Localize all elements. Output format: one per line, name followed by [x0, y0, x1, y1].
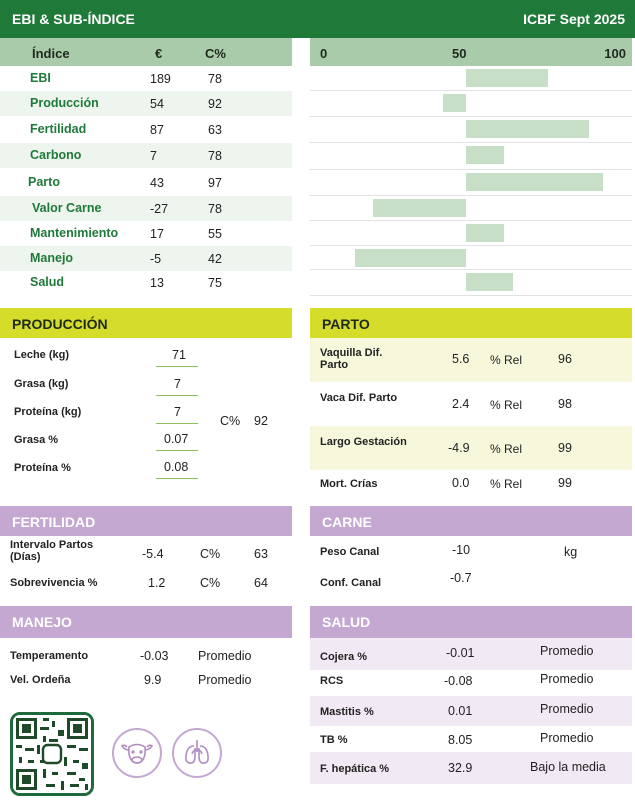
prod-label: Leche (kg): [14, 349, 70, 361]
parto-unit: % Rel: [490, 442, 523, 456]
prod-value: 71: [172, 348, 186, 362]
row-name: Manejo: [30, 251, 74, 265]
row-name: Carbono: [30, 148, 82, 162]
table-row: [0, 270, 292, 295]
row-euro: 13: [150, 276, 164, 290]
parto-value: 2.4: [452, 397, 470, 411]
ebi-table-header: [0, 38, 292, 66]
chart-gridline: [310, 90, 632, 91]
row-name: Valor Carne: [32, 201, 102, 215]
parto-unit: % Rel: [490, 398, 523, 412]
table-row: [0, 66, 292, 91]
manejo-value: 9.9: [144, 673, 162, 687]
salud-value: 32.9: [448, 761, 473, 775]
prod-value: 0.07: [164, 432, 189, 446]
salud-label: F. hepática %: [320, 763, 390, 775]
carne-label: Conf. Canal: [320, 577, 382, 589]
page-title: EBI & SUB-ÍNDICE: [12, 11, 135, 27]
row-cpct: 42: [208, 252, 222, 266]
parto-rel: 98: [558, 397, 572, 411]
chart-gridline: [310, 245, 632, 246]
fert-c: 64: [254, 576, 268, 590]
parto-value: 0.0: [452, 476, 470, 490]
table-row: [0, 143, 292, 168]
salud-value: -0.08: [444, 674, 473, 688]
row-euro: 189: [150, 72, 171, 86]
salud-note: Promedio: [540, 644, 594, 658]
salud-note: Bajo la media: [530, 760, 606, 774]
parto-value: -4.9: [448, 441, 470, 455]
fert-unit: C%: [200, 547, 221, 561]
divider: [156, 450, 198, 451]
prod-c-label: C%: [220, 414, 241, 428]
salud-section: [310, 606, 632, 802]
row-name: Mantenimiento: [30, 226, 119, 240]
parto-unit: % Rel: [490, 477, 523, 491]
carne-section: [310, 506, 632, 600]
row-euro: -27: [150, 202, 169, 216]
tick-label: 0: [320, 46, 328, 61]
salud-note: Promedio: [540, 672, 594, 686]
prod-label: Grasa %: [14, 434, 59, 446]
parto-rel: 96: [558, 352, 572, 366]
chart-bar-valor-carne: [373, 199, 466, 217]
section-title: MANEJO: [0, 606, 292, 638]
parto-label: Largo Gestación: [320, 436, 407, 448]
parto-rel: 99: [558, 441, 572, 455]
chart-gridline: [310, 169, 632, 170]
top-bar: [0, 0, 635, 38]
row-name: EBI: [30, 71, 51, 85]
fert-value: 1.2: [148, 576, 166, 590]
row-cpct: 55: [208, 227, 222, 241]
parto-unit: % Rel: [490, 353, 523, 367]
fert-c: 63: [254, 547, 268, 561]
col-euro: €: [155, 46, 163, 61]
divider: [156, 366, 198, 367]
chart-bar-ebi: [466, 69, 548, 87]
prod-value: 7: [174, 377, 181, 391]
col-index: Índice: [32, 46, 70, 61]
carne-unit: kg: [564, 545, 578, 559]
row-euro: 43: [150, 176, 164, 190]
manejo-note: Promedio: [198, 649, 252, 663]
source-label: ICBF Sept 2025: [523, 11, 625, 27]
lungs-icon: [172, 728, 222, 778]
prod-value: 0.08: [164, 460, 189, 474]
chart-bar-mantenimiento: [466, 224, 504, 242]
tick-label: 50: [452, 46, 467, 61]
row-name: Salud: [30, 275, 65, 289]
table-row: [0, 246, 292, 271]
chart-bar-carbono: [466, 146, 504, 164]
divider: [156, 478, 198, 479]
section-title: PARTO: [310, 308, 632, 338]
divider: [156, 423, 198, 424]
row-euro: 87: [150, 123, 164, 137]
manejo-label: Temperamento: [10, 650, 89, 662]
col-cpct: C%: [205, 46, 226, 61]
chart-bar-manejo: [355, 249, 466, 267]
prod-label: Proteína %: [14, 462, 71, 474]
row-cpct: 78: [208, 149, 222, 163]
manejo-note: Promedio: [198, 673, 252, 687]
chart-gridline: [310, 295, 632, 296]
table-row: [0, 91, 292, 116]
chart-gridline: [310, 116, 632, 117]
parto-label: Mort. Crías: [320, 478, 378, 490]
row-cpct: 78: [208, 202, 222, 216]
divider: [156, 395, 198, 396]
row-cpct: 78: [208, 72, 222, 86]
carne-value: -0.7: [450, 571, 472, 585]
carne-value: -10: [452, 543, 471, 557]
section-title: PRODUCCIÓN: [0, 308, 292, 338]
table-row: [0, 221, 292, 246]
chart-bar-fertilidad: [466, 120, 589, 138]
salud-value: 0.01: [448, 704, 473, 718]
chart-axis-header: [310, 38, 632, 66]
row-band: [310, 426, 632, 470]
row-euro: 54: [150, 97, 164, 111]
chart-bar-producción: [443, 94, 466, 112]
fert-unit: C%: [200, 576, 221, 590]
row-cpct: 75: [208, 276, 222, 290]
parto-rel: 99: [558, 476, 572, 490]
fert-label: Intervalo Partos (Días): [10, 539, 94, 563]
salud-value: 8.05: [448, 733, 473, 747]
salud-label: Mastitis %: [320, 706, 374, 718]
fert-value: -5.4: [142, 547, 164, 561]
manejo-label: Vel. Ordeña: [10, 674, 71, 686]
parto-label: Vaca Dif. Parto: [320, 392, 398, 404]
salud-label: TB %: [320, 734, 348, 746]
row-euro: 17: [150, 227, 164, 241]
parto-label: Vaquilla Dif. Parto: [320, 347, 383, 371]
chart-bar-salud: [466, 273, 513, 291]
prod-label: Grasa (kg): [14, 378, 69, 390]
fert-label: Sobrevivencia %: [10, 577, 98, 589]
table-row: [0, 170, 292, 195]
tick-label: 100: [604, 46, 626, 61]
salud-label: RCS: [320, 675, 344, 687]
row-name: Fertilidad: [30, 122, 87, 136]
row-cpct: 97: [208, 176, 222, 190]
parto-value: 5.6: [452, 352, 470, 366]
manejo-section: [0, 606, 292, 696]
row-name: Parto: [28, 175, 60, 189]
row-cpct: 63: [208, 123, 222, 137]
parto-section: [310, 308, 632, 498]
qr-code-icon: [10, 712, 94, 796]
row-name: Producción: [30, 96, 99, 110]
row-cpct: 92: [208, 97, 222, 111]
table-row: [0, 117, 292, 142]
prod-value: 7: [174, 405, 181, 419]
chart-gridline: [310, 220, 632, 221]
row-euro: -5: [150, 252, 162, 266]
prod-c-value: 92: [254, 414, 268, 428]
row-euro: 7: [150, 149, 157, 163]
salud-value: -0.01: [446, 646, 475, 660]
chart-bar-parto: [466, 173, 603, 191]
fertilidad-section: [0, 506, 292, 600]
chart-gridline: [310, 142, 632, 143]
ebi-bar-chart: [310, 66, 632, 296]
salud-note: Promedio: [540, 731, 594, 745]
produccion-section: [0, 308, 292, 498]
section-title: SALUD: [310, 606, 632, 638]
cow-icon: [112, 728, 162, 778]
section-title: FERTILIDAD: [0, 506, 292, 536]
manejo-value: -0.03: [140, 649, 169, 663]
carne-label: Peso Canal: [320, 546, 380, 558]
table-row: [0, 196, 292, 221]
salud-note: Promedio: [540, 702, 594, 716]
prod-label: Proteína (kg): [14, 406, 82, 418]
chart-gridline: [310, 195, 632, 196]
salud-label: Cojera %: [320, 651, 368, 663]
chart-gridline: [310, 269, 632, 270]
section-title: CARNE: [310, 506, 632, 536]
